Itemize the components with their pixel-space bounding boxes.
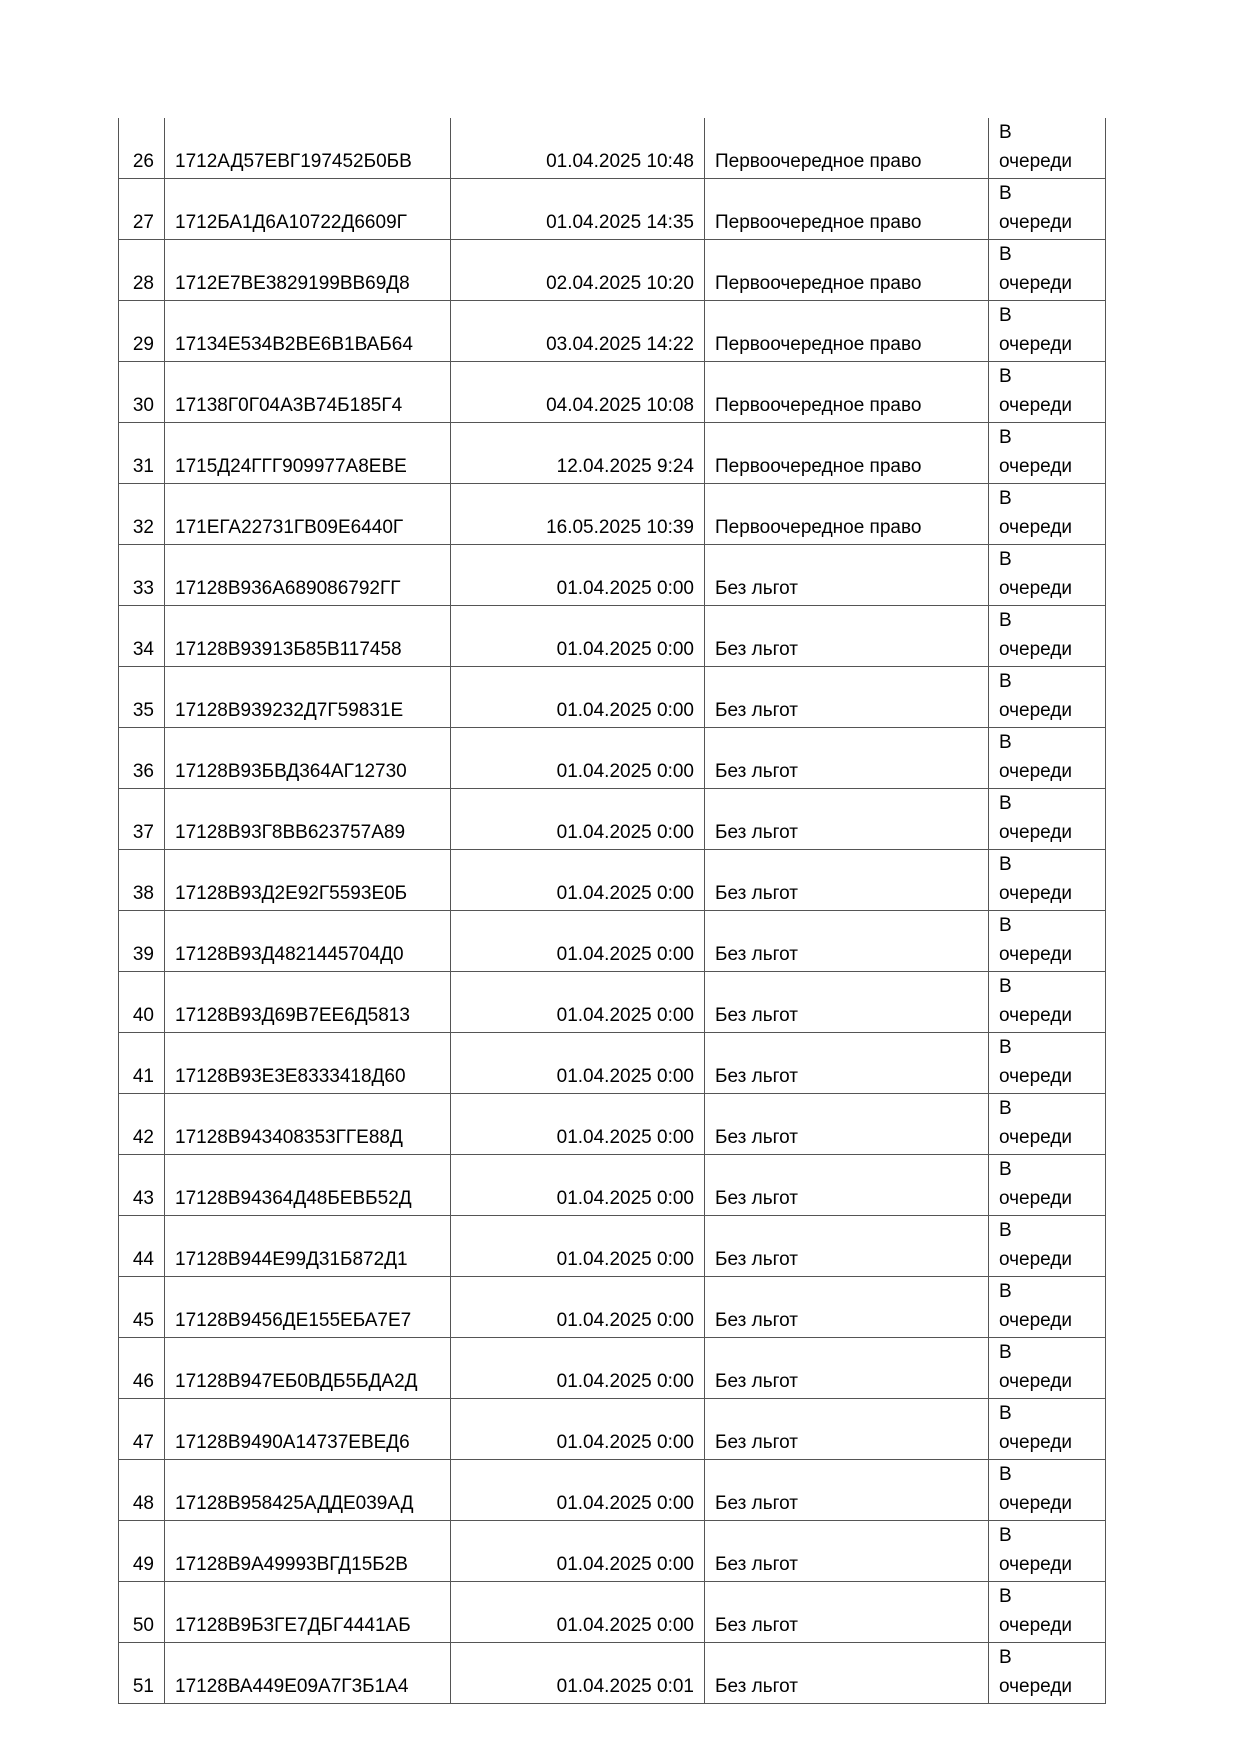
registration-datetime: 01.04.2025 0:00 xyxy=(451,1521,705,1582)
row-number: 47 xyxy=(119,1399,165,1460)
table-row xyxy=(119,1338,1106,1399)
application-id: 17128В9456ДЕ155ЕБА7Е7 xyxy=(165,1277,451,1338)
queue-status xyxy=(989,1216,1106,1277)
queue-status-line1: В xyxy=(999,793,1012,814)
application-id: 17128В943408353ГГЕ88Д xyxy=(165,1094,451,1155)
queue-status-line2: очереди xyxy=(999,1188,1073,1209)
queue-status xyxy=(989,484,1106,545)
registration-datetime: 01.04.2025 0:00 xyxy=(451,1033,705,1094)
registration-datetime: 01.04.2025 0:00 xyxy=(451,1094,705,1155)
benefit-category: Без льгот xyxy=(705,850,989,911)
queue-status xyxy=(989,972,1106,1033)
registration-datetime: 16.05.2025 10:39 xyxy=(451,484,705,545)
queue-status-line2: очереди xyxy=(999,334,1073,355)
queue-status-line1: В xyxy=(999,1220,1012,1241)
table-row xyxy=(119,240,1106,301)
queue-status-line1: В xyxy=(999,1098,1012,1119)
queue-status-line1: В xyxy=(999,427,1012,448)
registration-datetime: 01.04.2025 0:00 xyxy=(451,728,705,789)
benefit-category: Первоочередное право xyxy=(705,484,989,545)
queue-status-line1: В xyxy=(999,671,1012,692)
queue-status-line1: В xyxy=(999,305,1012,326)
queue-status-line2: очереди xyxy=(999,883,1073,904)
application-id: 17128ВА449Е09А7Г3Б1А4 xyxy=(165,1643,451,1704)
benefit-category: Без льгот xyxy=(705,789,989,850)
application-id: 17128В94364Д48БЕВБ52Д xyxy=(165,1155,451,1216)
registration-datetime: 01.04.2025 0:00 xyxy=(451,1582,705,1643)
table-row xyxy=(119,301,1106,362)
queue-status xyxy=(989,1277,1106,1338)
queue-status-line2: очереди xyxy=(999,1493,1073,1514)
queue-status xyxy=(989,301,1106,362)
table-row xyxy=(119,1460,1106,1521)
application-id: 17128В93Д4821445704Д0 xyxy=(165,911,451,972)
row-number: 44 xyxy=(119,1216,165,1277)
benefit-category: Без льгот xyxy=(705,1216,989,1277)
queue-status xyxy=(989,1399,1106,1460)
queue-status-line1: В xyxy=(999,244,1012,265)
table-row xyxy=(119,1643,1106,1704)
registration-datetime: 01.04.2025 0:00 xyxy=(451,606,705,667)
row-number: 37 xyxy=(119,789,165,850)
registration-datetime: 01.04.2025 14:35 xyxy=(451,179,705,240)
queue-status xyxy=(989,728,1106,789)
queue-status xyxy=(989,1582,1106,1643)
registration-datetime: 01.04.2025 0:00 xyxy=(451,1277,705,1338)
benefit-category: Без льгот xyxy=(705,1338,989,1399)
queue-status-line1: В xyxy=(999,1159,1012,1180)
queue-status-line1: В xyxy=(999,1586,1012,1607)
queue-status-line2: очереди xyxy=(999,1249,1073,1270)
row-number: 43 xyxy=(119,1155,165,1216)
row-number: 33 xyxy=(119,545,165,606)
registration-datetime: 04.04.2025 10:08 xyxy=(451,362,705,423)
row-number: 35 xyxy=(119,667,165,728)
row-number: 28 xyxy=(119,240,165,301)
application-id: 1712БА1Д6А10722Д6609Г xyxy=(165,179,451,240)
row-number: 45 xyxy=(119,1277,165,1338)
queue-status-line2: очереди xyxy=(999,1676,1073,1697)
queue-status-line1: В xyxy=(999,366,1012,387)
queue-status-line1: В xyxy=(999,1037,1012,1058)
queue-status-line1: В xyxy=(999,183,1012,204)
queue-status-line1: В xyxy=(999,976,1012,997)
table-row xyxy=(119,850,1106,911)
queue-status-line2: очереди xyxy=(999,1371,1073,1392)
queue-status xyxy=(989,118,1106,179)
registration-datetime: 01.04.2025 0:00 xyxy=(451,1338,705,1399)
queue-status-line2: очереди xyxy=(999,639,1073,660)
registration-datetime: 01.04.2025 0:00 xyxy=(451,1399,705,1460)
table-row xyxy=(119,667,1106,728)
queue-status xyxy=(989,1460,1106,1521)
row-number: 34 xyxy=(119,606,165,667)
registration-datetime: 01.04.2025 0:00 xyxy=(451,667,705,728)
table-row xyxy=(119,1033,1106,1094)
queue-status xyxy=(989,423,1106,484)
registration-datetime: 01.04.2025 0:00 xyxy=(451,972,705,1033)
application-id: 17128В9А49993ВГД15Б2В xyxy=(165,1521,451,1582)
queue-status-line1: В xyxy=(999,1464,1012,1485)
benefit-category: Первоочередное право xyxy=(705,362,989,423)
registration-datetime: 01.04.2025 0:01 xyxy=(451,1643,705,1704)
queue-status-line1: В xyxy=(999,732,1012,753)
queue-status-line1: В xyxy=(999,122,1012,143)
benefit-category: Первоочередное право xyxy=(705,423,989,484)
queue-status xyxy=(989,240,1106,301)
table-row xyxy=(119,1216,1106,1277)
table-row xyxy=(119,179,1106,240)
table-row xyxy=(119,1399,1106,1460)
queue-status-line2: очереди xyxy=(999,822,1073,843)
table-row xyxy=(119,911,1106,972)
application-id: 17128В944Е99Д31Б872Д1 xyxy=(165,1216,451,1277)
queue-status-line1: В xyxy=(999,915,1012,936)
application-id: 17128В947ЕБ0ВДБ5БДА2Д xyxy=(165,1338,451,1399)
application-id: 1712Е7ВЕ3829199ВВ69Д8 xyxy=(165,240,451,301)
row-number: 29 xyxy=(119,301,165,362)
table-row xyxy=(119,1277,1106,1338)
queue-status-line1: В xyxy=(999,1647,1012,1668)
queue-status-line2: очереди xyxy=(999,212,1073,233)
benefit-category: Без льгот xyxy=(705,545,989,606)
application-id: 17134Е534В2ВЕ6В1ВАБ64 xyxy=(165,301,451,362)
queue-status xyxy=(989,1155,1106,1216)
application-id: 171ЕГА22731ГВ09Е6440Г xyxy=(165,484,451,545)
queue-status xyxy=(989,179,1106,240)
registration-datetime: 02.04.2025 10:20 xyxy=(451,240,705,301)
benefit-category: Без льгот xyxy=(705,1094,989,1155)
queue-status-line2: очереди xyxy=(999,517,1073,538)
queue-status-line2: очереди xyxy=(999,578,1073,599)
queue-status xyxy=(989,606,1106,667)
table-row xyxy=(119,789,1106,850)
queue-status xyxy=(989,1338,1106,1399)
benefit-category: Первоочередное право xyxy=(705,118,989,179)
application-id: 17128В93Г8ВВ623757А89 xyxy=(165,789,451,850)
queue-table xyxy=(118,118,1106,1704)
registration-datetime: 01.04.2025 0:00 xyxy=(451,911,705,972)
queue-status-line1: В xyxy=(999,1342,1012,1363)
benefit-category: Без льгот xyxy=(705,1460,989,1521)
table-row xyxy=(119,1094,1106,1155)
row-number: 38 xyxy=(119,850,165,911)
benefit-category: Без льгот xyxy=(705,667,989,728)
queue-status xyxy=(989,1643,1106,1704)
benefit-category: Без льгот xyxy=(705,1155,989,1216)
queue-status xyxy=(989,362,1106,423)
benefit-category: Без льгот xyxy=(705,911,989,972)
application-id: 17128В93БВД364АГ12730 xyxy=(165,728,451,789)
queue-status xyxy=(989,1521,1106,1582)
queue-status-line2: очереди xyxy=(999,456,1073,477)
application-id: 17138Г0Г04А3В74Б185Г4 xyxy=(165,362,451,423)
registration-datetime: 01.04.2025 0:00 xyxy=(451,545,705,606)
queue-status-line2: очереди xyxy=(999,1005,1073,1026)
benefit-category: Без льгот xyxy=(705,1399,989,1460)
benefit-category: Без льгот xyxy=(705,606,989,667)
application-id: 1712АД57ЕВГ197452Б0БВ xyxy=(165,118,451,179)
queue-status xyxy=(989,1094,1106,1155)
table-row xyxy=(119,1521,1106,1582)
queue-status-line2: очереди xyxy=(999,700,1073,721)
table-row xyxy=(119,484,1106,545)
queue-status-line1: В xyxy=(999,1281,1012,1302)
queue-status-line2: очереди xyxy=(999,944,1073,965)
benefit-category: Без льгот xyxy=(705,1582,989,1643)
queue-status-line1: В xyxy=(999,488,1012,509)
application-id: 17128В939232Д7Г59831Е xyxy=(165,667,451,728)
benefit-category: Первоочередное право xyxy=(705,179,989,240)
queue-status-line2: очереди xyxy=(999,1554,1073,1575)
queue-status xyxy=(989,1033,1106,1094)
row-number: 36 xyxy=(119,728,165,789)
queue-status-line2: очереди xyxy=(999,151,1073,172)
benefit-category: Без льгот xyxy=(705,1521,989,1582)
queue-status-line2: очереди xyxy=(999,1310,1073,1331)
queue-status xyxy=(989,850,1106,911)
row-number: 42 xyxy=(119,1094,165,1155)
registration-datetime: 03.04.2025 14:22 xyxy=(451,301,705,362)
table-row xyxy=(119,545,1106,606)
queue-status-line2: очереди xyxy=(999,395,1073,416)
queue-status-line2: очереди xyxy=(999,1127,1073,1148)
table-row xyxy=(119,1582,1106,1643)
benefit-category: Без льгот xyxy=(705,728,989,789)
registration-datetime: 01.04.2025 0:00 xyxy=(451,789,705,850)
row-number: 39 xyxy=(119,911,165,972)
queue-status-line1: В xyxy=(999,1525,1012,1546)
application-id: 17128В93913Б85В117458 xyxy=(165,606,451,667)
application-id: 17128В958425АДДЕ039АД xyxy=(165,1460,451,1521)
application-id: 1715Д24ГГГ909977А8ЕВЕ xyxy=(165,423,451,484)
application-id: 17128В936А689086792ГГ xyxy=(165,545,451,606)
benefit-category: Без льгот xyxy=(705,1033,989,1094)
queue-status-line2: очереди xyxy=(999,1432,1073,1453)
table-row xyxy=(119,423,1106,484)
application-id: 17128В93Д69В7ЕЕ6Д5813 xyxy=(165,972,451,1033)
queue-status-line2: очереди xyxy=(999,273,1073,294)
queue-status-line2: очереди xyxy=(999,761,1073,782)
queue-status-line1: В xyxy=(999,854,1012,875)
queue-table-body xyxy=(119,118,1106,1704)
row-number: 46 xyxy=(119,1338,165,1399)
row-number: 50 xyxy=(119,1582,165,1643)
table-row xyxy=(119,972,1106,1033)
row-number: 30 xyxy=(119,362,165,423)
registration-datetime: 12.04.2025 9:24 xyxy=(451,423,705,484)
row-number: 32 xyxy=(119,484,165,545)
table-row xyxy=(119,728,1106,789)
benefit-category: Первоочередное право xyxy=(705,240,989,301)
queue-status-line2: очереди xyxy=(999,1615,1073,1636)
table-row xyxy=(119,118,1106,179)
queue-status xyxy=(989,911,1106,972)
queue-status-line2: очереди xyxy=(999,1066,1073,1087)
registration-datetime: 01.04.2025 0:00 xyxy=(451,1216,705,1277)
row-number: 48 xyxy=(119,1460,165,1521)
registration-datetime: 01.04.2025 0:00 xyxy=(451,1155,705,1216)
benefit-category: Без льгот xyxy=(705,972,989,1033)
benefit-category: Без льгот xyxy=(705,1277,989,1338)
row-number: 27 xyxy=(119,179,165,240)
registration-datetime: 01.04.2025 0:00 xyxy=(451,850,705,911)
row-number: 41 xyxy=(119,1033,165,1094)
table-row xyxy=(119,1155,1106,1216)
queue-status xyxy=(989,667,1106,728)
application-id: 17128В93Д2Е92Г5593Е0Б xyxy=(165,850,451,911)
row-number: 31 xyxy=(119,423,165,484)
table-row xyxy=(119,606,1106,667)
queue-status xyxy=(989,789,1106,850)
queue-status xyxy=(989,545,1106,606)
row-number: 49 xyxy=(119,1521,165,1582)
table-row xyxy=(119,362,1106,423)
benefit-category: Без льгот xyxy=(705,1643,989,1704)
registration-datetime: 01.04.2025 0:00 xyxy=(451,1460,705,1521)
queue-status-line1: В xyxy=(999,549,1012,570)
registration-datetime: 01.04.2025 10:48 xyxy=(451,118,705,179)
row-number: 26 xyxy=(119,118,165,179)
row-number: 40 xyxy=(119,972,165,1033)
queue-status-line1: В xyxy=(999,610,1012,631)
application-id: 17128В93Е3Е8333418Д60 xyxy=(165,1033,451,1094)
row-number: 51 xyxy=(119,1643,165,1704)
benefit-category: Первоочередное право xyxy=(705,301,989,362)
application-id: 17128В9Б3ГЕ7ДБГ4441АБ xyxy=(165,1582,451,1643)
application-id: 17128В9490А14737ЕВЕД6 xyxy=(165,1399,451,1460)
queue-status-line1: В xyxy=(999,1403,1012,1424)
